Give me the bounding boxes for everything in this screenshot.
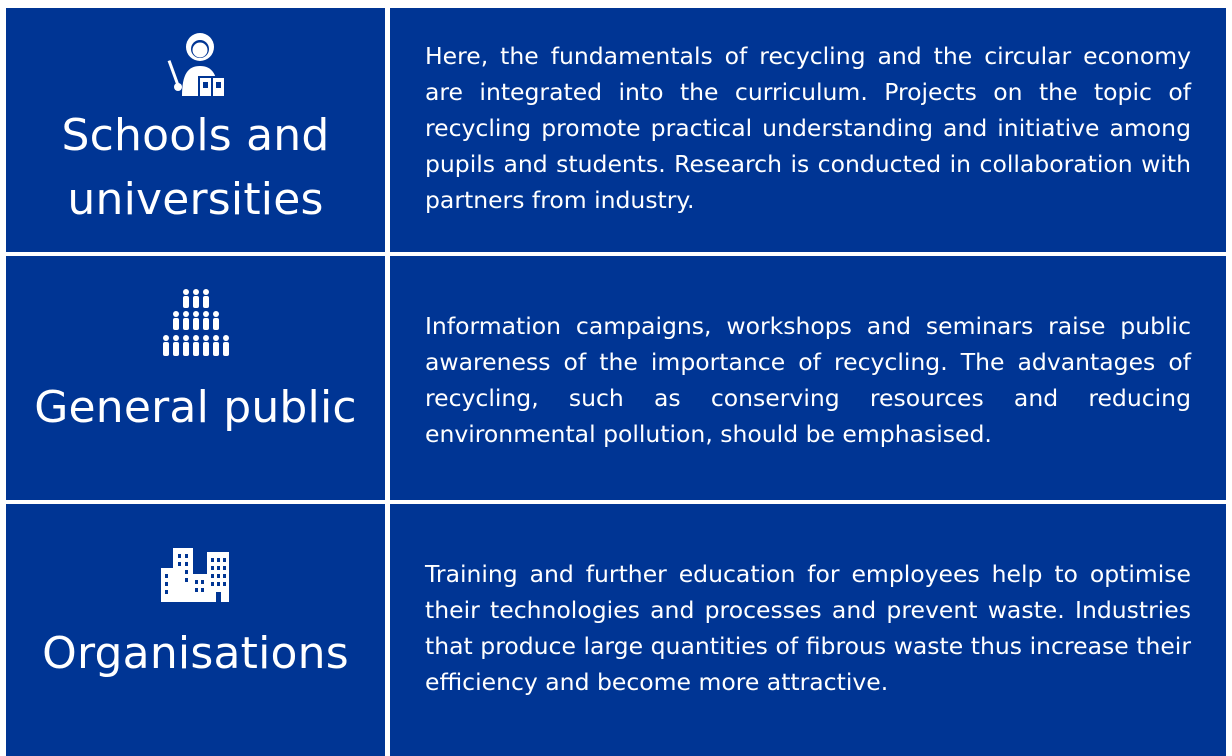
audience-cell-schools [6, 8, 385, 252]
teacher-icon [160, 30, 232, 106]
description-cell-public [390, 256, 1226, 500]
audience-title-schools: Schools and universities [61, 110, 330, 225]
buildings-icon [161, 546, 231, 606]
description-cell-organisations [390, 504, 1226, 756]
audience-cell-public [6, 256, 385, 500]
table-row-organisations [0, 504, 1232, 756]
crowd-icon [162, 286, 230, 366]
table-row-public [0, 256, 1232, 500]
description-cell-schools [390, 8, 1226, 252]
audience-description-schools: Here, the fundamentals of recycling and the circular economy are integrated into the curriculum. Projects on the topic of recycling promote practical understanding and initiative among pupils and students. Research is conducted in collaboration with partners from industry. [425, 42, 1191, 214]
table-row-schools [0, 8, 1232, 252]
audience-title-public: General public [34, 382, 357, 433]
audience-cell-organisations [6, 504, 385, 756]
audience-description-organisations: Training and further education for employees help to optimise their technologies and processes and prevent waste. Industries that produce large quantities of fibrous waste thus increase their efficiency and become more attractive. [425, 560, 1191, 696]
audience-title-organisations: Organisations [42, 628, 349, 679]
audience-description-public: Information campaigns, workshops and seminars raise public awareness of the importance of recycling. The advantages of recycling, such as conserving resources and reducing environmental pollution, should be emphasised. [425, 312, 1191, 448]
